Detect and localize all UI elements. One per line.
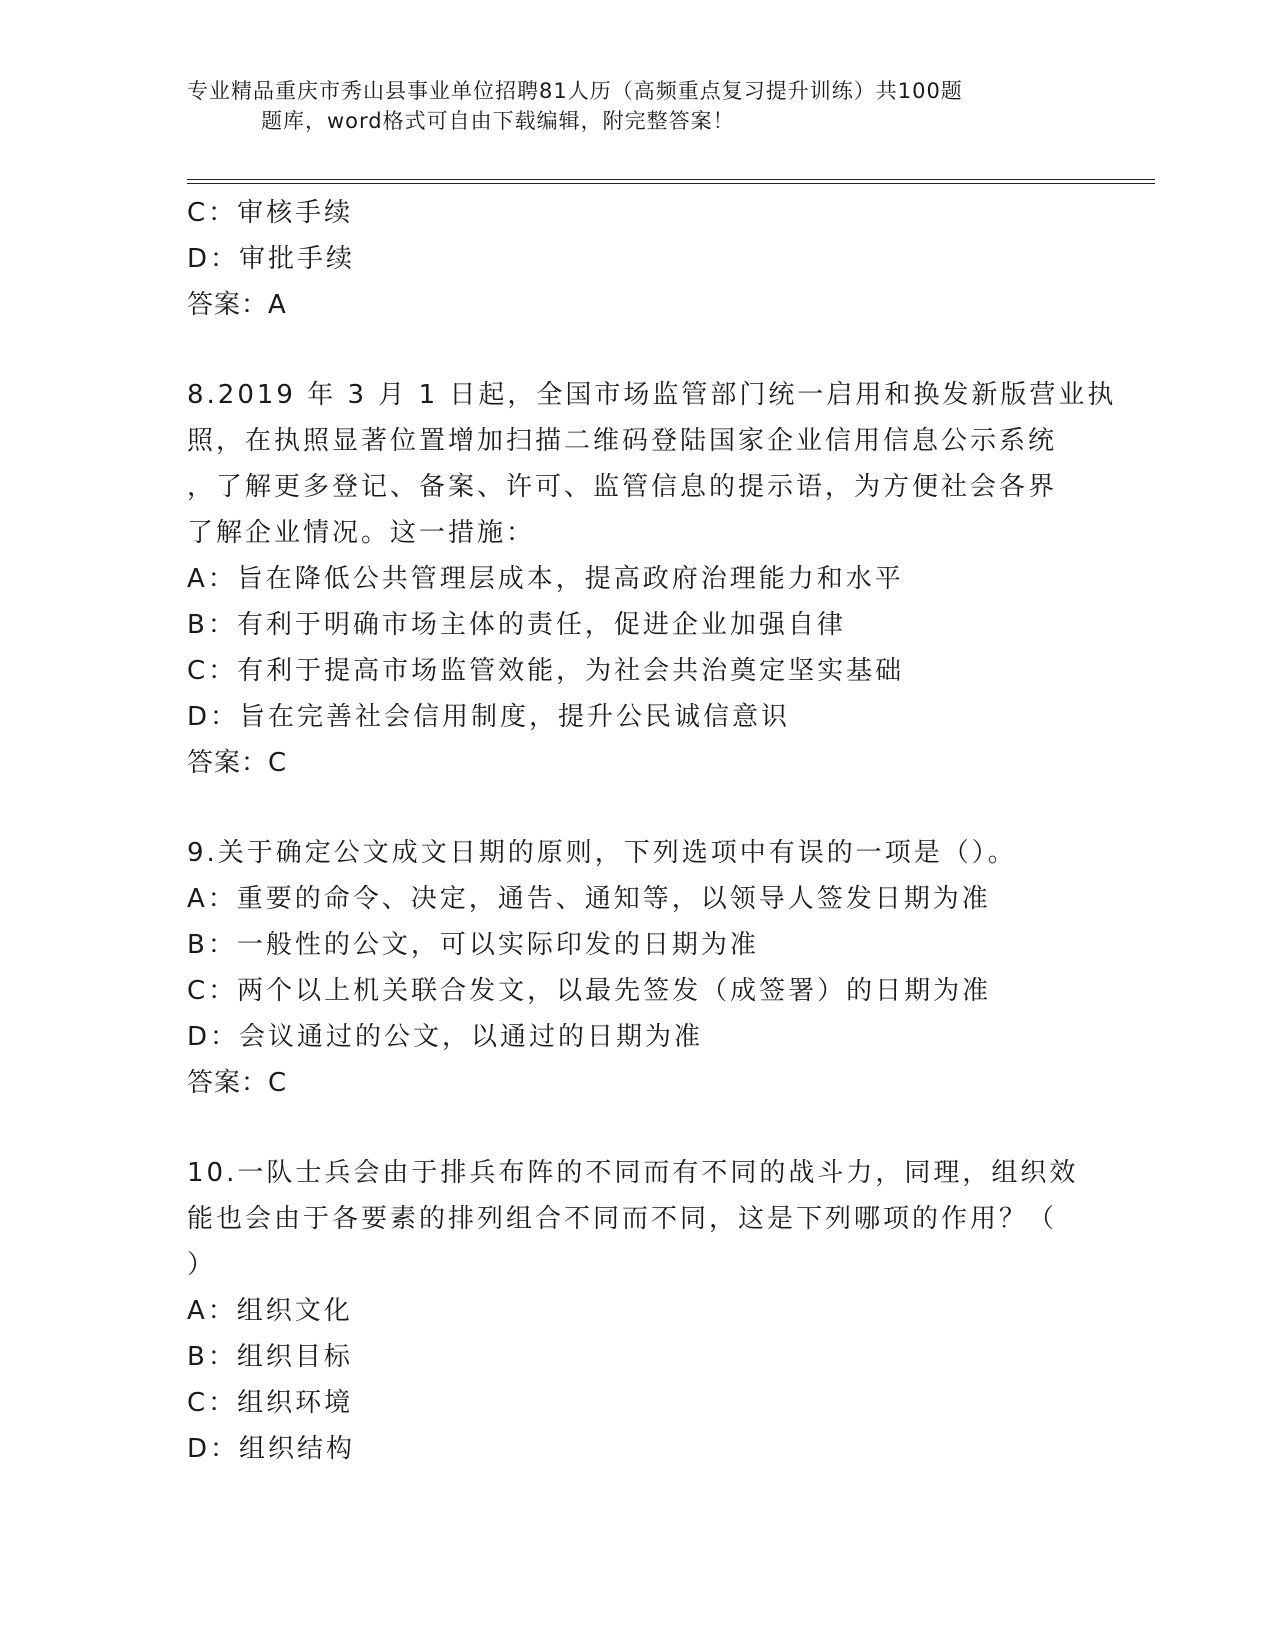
header-line-2: 题库，word格式可自由下载编辑，附完整答案！	[261, 109, 735, 133]
q9-option-b: B：一般性的公文，可以实际印发的日期为准	[187, 930, 759, 960]
question-content	[187, 190, 1117, 1472]
q10-option-d: D：组织结构	[187, 1434, 356, 1464]
q10-option-a: A：组织文化	[187, 1296, 353, 1326]
question-10	[187, 1150, 1087, 1472]
q9-option-c: C：两个以上机关联合发文，以最先签发（成签署）的日期为准	[187, 976, 992, 1006]
q9-stem-line-1: 9.关于确定公文成文日期的原则，下列选项中有误的一项是（）。	[187, 838, 1017, 868]
q7-option-d: D：审批手续	[187, 244, 356, 274]
q10-stem-line-1: 10.一队士兵会由于排兵布阵的不同而有不同的战斗力，同理，组织效	[187, 1158, 1079, 1188]
q10-option-c: C：组织环境	[187, 1388, 354, 1418]
header-rule-top	[187, 179, 1155, 180]
header-rule-bottom	[187, 183, 1155, 184]
question-8	[187, 372, 1117, 786]
q8-option-c: C：有利于提高市场监管效能，为社会共治奠定坚实基础	[187, 656, 905, 686]
q8-option-a: A：旨在降低公共管理层成本，提高政府治理能力和水平	[187, 564, 904, 594]
document-header	[187, 76, 1067, 136]
q8-option-b: B：有利于明确市场主体的责任，促进企业加强自律	[187, 610, 846, 640]
q10-stem-line-2: 能也会由于各要素的排列组合不同而不同，这是下列哪项的作用？（	[187, 1204, 1058, 1234]
question-9	[187, 830, 1087, 1106]
q9-option-d: D：会议通过的公文，以通过的日期为准	[187, 1022, 704, 1052]
q8-stem-line-4: 了解企业情况。这一措施：	[187, 518, 536, 548]
q10-stem-line-3: ）	[187, 1250, 217, 1280]
q9-answer: 答案：C	[187, 1068, 288, 1098]
q8-stem-line-2: 照，在执照显著位置增加扫描二维码登陆国家企业信用信息公示系统	[187, 426, 1058, 456]
q9-option-a: A：重要的命令、决定，通告、通知等，以领导人签发日期为准	[187, 884, 991, 914]
q8-answer: 答案：C	[187, 748, 288, 778]
q7-option-c: C：审核手续	[187, 198, 354, 228]
q7-answer: 答案：A	[187, 290, 287, 320]
q10-option-b: B：组织目标	[187, 1342, 353, 1372]
header-line-1: 专业精品重庆市秀山县事业单位招聘81人历（高频重点复习提升训练）共100题	[187, 79, 963, 103]
q8-stem-line-3: ，了解更多登记、备案、许可、监管信息的提示语，为方便社会各界	[187, 472, 1058, 502]
q8-stem-line-1: 8.2019 年 3 月 1 日起，全国市场监管部门统一启用和换发新版营业执	[187, 380, 1117, 410]
question-7-tail	[187, 190, 1087, 328]
q8-option-d: D：旨在完善社会信用制度，提升公民诚信意识	[187, 702, 791, 732]
